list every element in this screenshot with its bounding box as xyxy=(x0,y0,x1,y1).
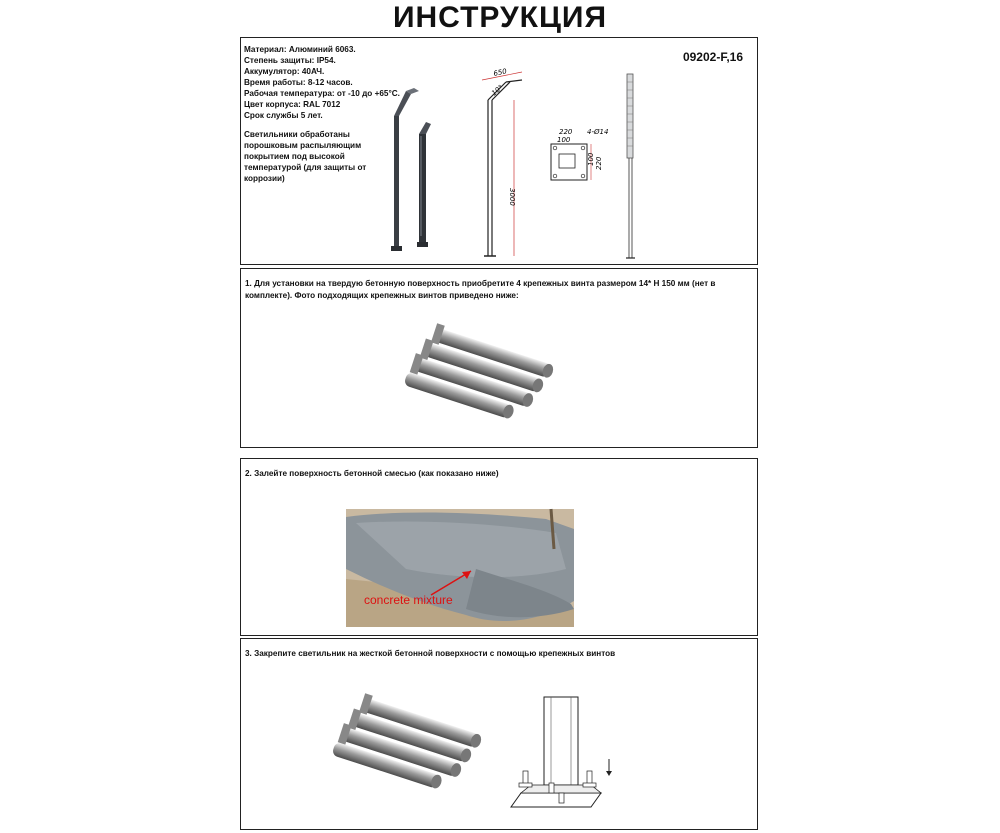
base-plate-drawing xyxy=(541,126,631,186)
arm-length-label: 650 xyxy=(492,67,508,78)
pole-mounting-diagram xyxy=(511,697,621,817)
step-1-text: 1. Для установки на твердую бетонную поверхность приобретите 4 крепежных винта размером 14* Н 150 мм (нет в комплекте). Фото подходящих крепежных винтов приведено ниже: xyxy=(245,279,716,300)
spec-panel xyxy=(240,37,758,265)
spec-battery: Аккумулятор: 40АЧ. xyxy=(244,67,325,76)
base-inner-width-label: 100 xyxy=(557,136,571,144)
spec-temperature: Рабочая температура: от -10 до +65°C. xyxy=(244,89,400,98)
spec-lifetime: Срок службы 5 лет. xyxy=(244,111,323,120)
concrete-mixture-photo xyxy=(346,509,574,627)
anchor-bolts-photo xyxy=(401,339,561,439)
bolt-size-label: 4-Ø14 xyxy=(587,128,609,136)
concrete-mixture-label: concrete mixture xyxy=(364,593,453,607)
spec-color: Цвет корпуса: RAL 7012 xyxy=(244,100,341,109)
spec-coating-note: Светильники обработаны порошковым распыляющим покрытием под высокой температурой (для защиты от коррозии) xyxy=(244,130,367,183)
arm-angle-label: 10° xyxy=(490,83,505,98)
base-width-label: 220 xyxy=(559,128,573,136)
spec-list xyxy=(244,44,400,184)
page-title: ИНСТРУКЦИЯ xyxy=(392,1,608,34)
step-2-panel xyxy=(240,458,758,636)
step-3-text: 3. Закрепите светильник на жесткой бетонной поверхности с помощью крепежных винтов xyxy=(245,649,616,658)
pole-height-label: 3000 xyxy=(508,188,516,206)
spec-protection: Степень защиты: IP54. xyxy=(244,56,336,65)
base-height-label: 220 xyxy=(595,156,603,170)
product-render xyxy=(386,86,446,256)
spec-material: Материал: Алюминий 6063. xyxy=(244,45,356,54)
step-2-text: 2. Залейте поверхность бетонной смесью (как показано ниже) xyxy=(245,469,499,478)
solar-pole-side-view xyxy=(621,72,641,262)
anchor-bolts-photo-2 xyxy=(329,709,489,809)
model-number: 09202-F,16 xyxy=(682,50,743,64)
step-1-panel xyxy=(240,268,758,448)
pole-dimension-drawing xyxy=(466,67,536,260)
base-inner-height-label: 100 xyxy=(587,152,595,166)
spec-runtime: Время работы: 8-12 часов. xyxy=(244,78,353,87)
step-3-panel xyxy=(240,638,758,830)
